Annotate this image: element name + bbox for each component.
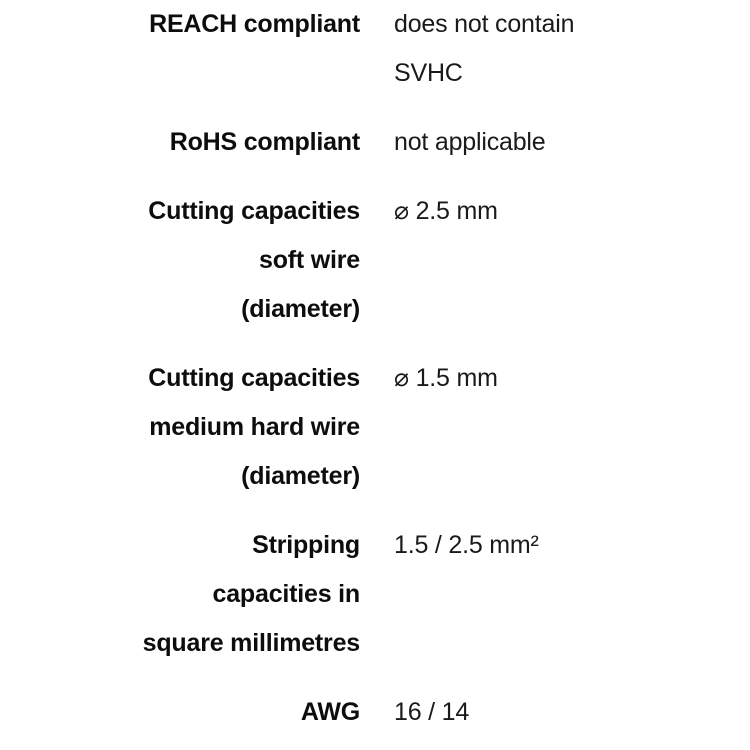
spec-value-line: 1.5 / 2.5 mm²: [394, 531, 539, 559]
table-row: [0, 118, 750, 187]
spec-label-line: AWG: [300, 698, 360, 726]
spec-label-line: (diameter): [241, 295, 360, 323]
spec-value-cutting-capacities-soft-wire: [370, 187, 750, 354]
spec-value-stripping-capacities: [370, 521, 750, 688]
spec-value-cutting-capacities-medium-hard-wire: [370, 354, 750, 521]
spec-label-line: Cutting capacities: [148, 197, 360, 225]
spec-label-stripping-capacities: [0, 521, 370, 688]
table-row: [0, 688, 750, 737]
table-row: [0, 187, 750, 354]
table-row: [0, 521, 750, 688]
spec-label-reach-compliant: [0, 0, 370, 118]
spec-label-line: medium hard wire: [149, 413, 360, 441]
spec-value-reach-compliant: [370, 0, 750, 118]
table-row: [0, 354, 750, 521]
spec-value-line: does not contain: [394, 10, 575, 38]
spec-label-line: Cutting capacities: [148, 364, 360, 392]
spec-value-rohs-compliant: [370, 118, 750, 187]
spec-value-line: 16 / 14: [394, 698, 470, 726]
spec-value-line: ⌀ 2.5 mm: [394, 197, 498, 225]
spec-value-awg: [370, 688, 750, 737]
spec-label-line: Stripping: [252, 531, 360, 559]
spec-label-cutting-capacities-soft-wire: [0, 187, 370, 354]
table-row: [0, 0, 750, 118]
spec-value-line: SVHC: [394, 59, 463, 87]
spec-value-line: not applicable: [394, 128, 546, 156]
spec-label-line: (diameter): [241, 462, 360, 490]
spec-label-cutting-capacities-medium-hard-wire: [0, 354, 370, 521]
spec-label-line: square millimetres: [142, 629, 360, 657]
spec-label-line: RoHS compliant: [169, 128, 360, 156]
spec-label-rohs-compliant: [0, 118, 370, 187]
spec-label-awg: [0, 688, 370, 737]
spec-label-line: capacities in: [212, 580, 360, 608]
spec-label-line: REACH compliant: [149, 10, 360, 38]
spec-label-line: soft wire: [259, 246, 360, 274]
spec-value-line: ⌀ 1.5 mm: [394, 364, 498, 392]
